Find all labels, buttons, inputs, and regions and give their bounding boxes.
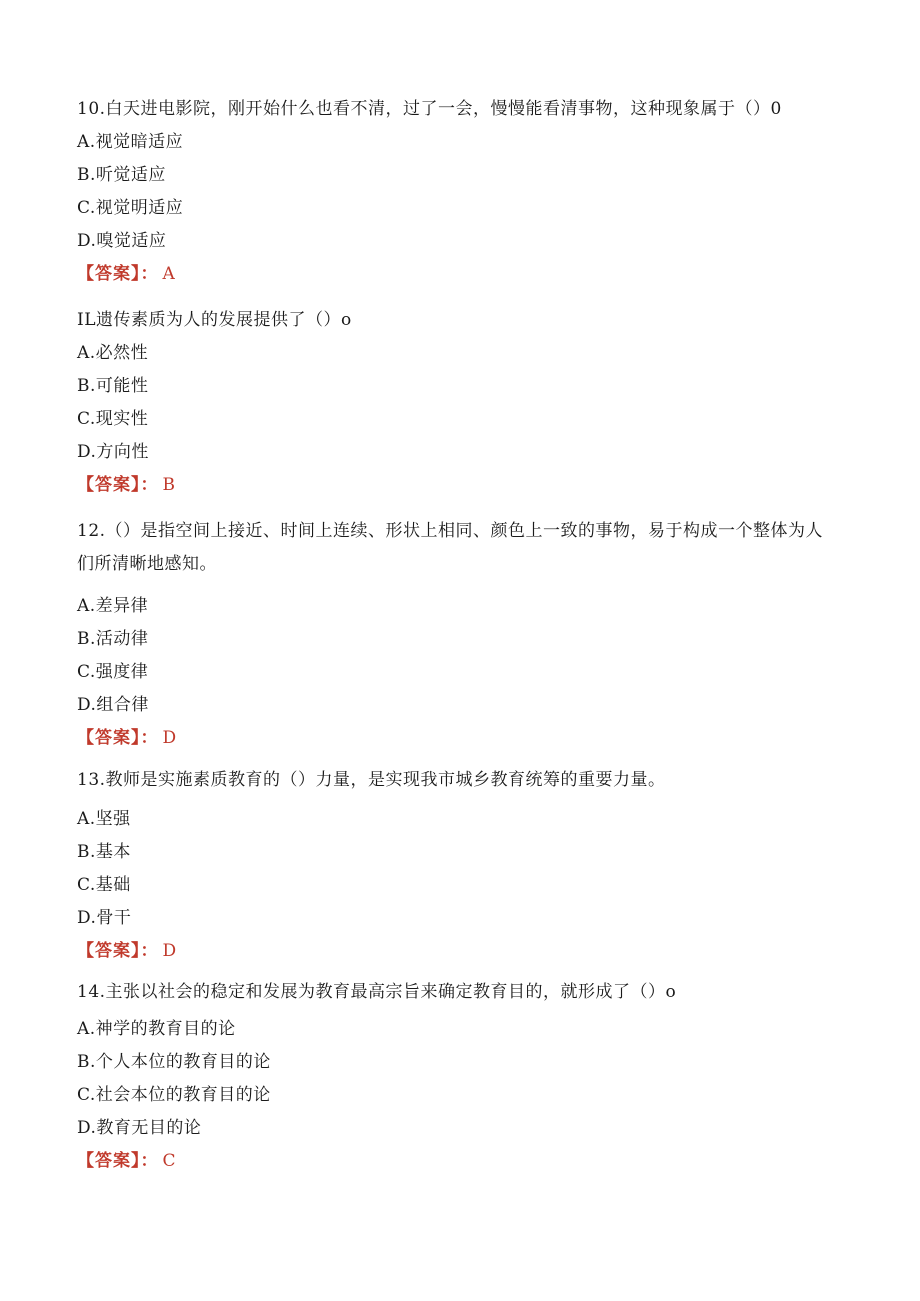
option-a: A.坚强: [77, 809, 131, 829]
answer-line: [0, 469, 920, 502]
answer-line: [0, 935, 920, 968]
answer-value: D: [162, 728, 177, 748]
option-d: D.骨干: [77, 908, 132, 928]
question-12: [0, 515, 920, 755]
option-c: C.基础: [77, 875, 131, 895]
answer-label: 【答案】：: [77, 475, 159, 495]
option-c: C.视觉明适应: [77, 198, 184, 218]
option-b: B.可能性: [77, 376, 149, 396]
option-b: B.活动律: [77, 629, 149, 649]
option-a: A.视觉暗适应: [77, 132, 184, 152]
question-14: [0, 976, 920, 1178]
option-c: C.社会本位的教育目的论: [77, 1085, 271, 1105]
answer-line: [0, 722, 920, 755]
question-text: IL遗传素质为人的发展提供了（）o: [77, 310, 352, 330]
option-d: D.方向性: [77, 442, 149, 462]
option-a: A.必然性: [77, 343, 149, 363]
option-d: D.组合律: [77, 695, 149, 715]
option-d: D.嗅觉适应: [77, 231, 167, 251]
answer-value: B: [162, 475, 175, 495]
option-d: D.教育无目的论: [77, 1118, 202, 1138]
option-b: B.基本: [77, 842, 131, 862]
option-a: A.神学的教育目的论: [77, 1019, 236, 1039]
answer-label: 【答案】：: [77, 264, 159, 284]
question-text: 10.白天进电影院，刚开始什么也看不清，过了一会，慢慢能看清事物，这种现象属于（）0: [77, 99, 782, 119]
option-c: C.强度律: [77, 662, 149, 682]
answer-value: D: [162, 941, 177, 961]
question-text: 13.教师是实施素质教育的（）力量，是实现我市城乡教育统筹的重要力量。: [77, 770, 666, 790]
answer-line: [0, 1145, 920, 1178]
answer-label: 【答案】：: [77, 728, 159, 748]
option-b: B.个人本位的教育目的论: [77, 1052, 271, 1072]
question-text: 14.主张以社会的稳定和发展为教育最高宗旨来确定教育目的，就形成了（）o: [77, 982, 677, 1002]
answer-line: [0, 258, 920, 291]
option-c: C.现实性: [77, 409, 149, 429]
answer-label: 【答案】：: [77, 1151, 159, 1171]
question-13: [0, 764, 920, 968]
answer-value: A: [162, 264, 175, 284]
answer-value: C: [162, 1151, 176, 1171]
question-11: [0, 304, 920, 502]
answer-label: 【答案】：: [77, 941, 159, 961]
question-text: 12.（）是指空间上接近、时间上连续、形状上相同、颜色上一致的事物，易于构成一个整体为人们所清晰地感知。: [77, 521, 824, 574]
question-10: [0, 93, 920, 291]
option-b: B.听觉适应: [77, 165, 166, 185]
option-a: A.差异律: [77, 596, 149, 616]
